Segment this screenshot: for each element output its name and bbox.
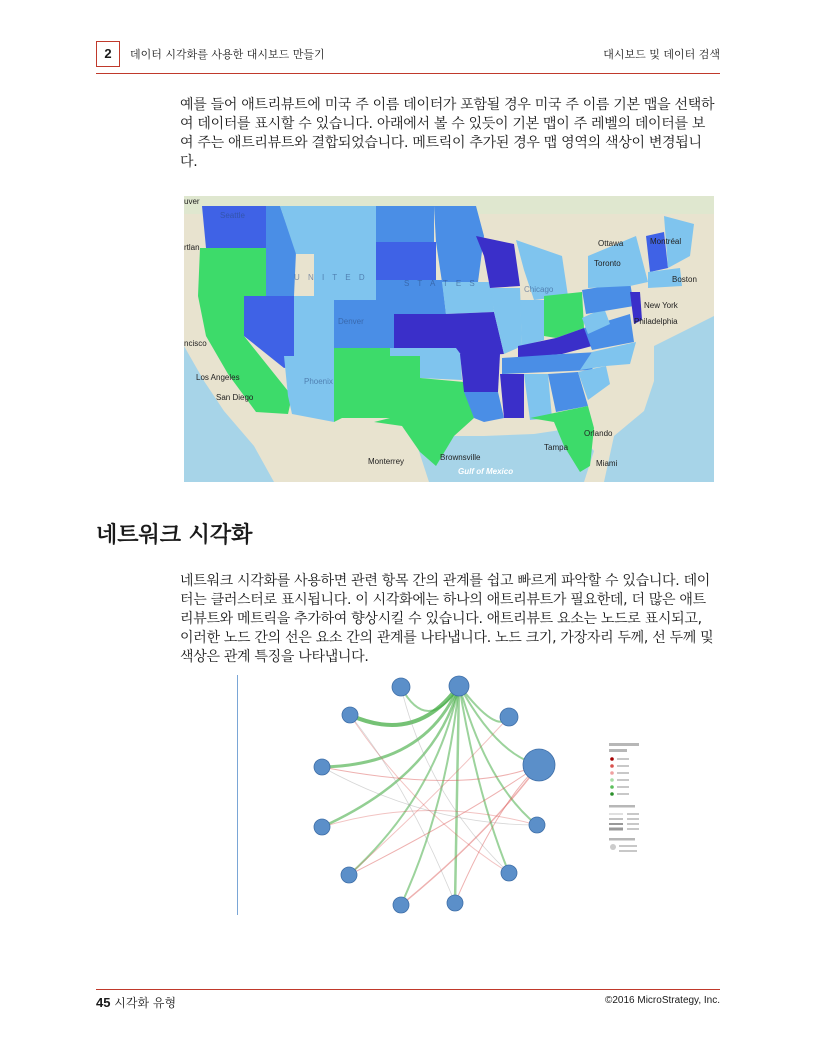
network-node (392, 678, 410, 696)
section-heading: 네트워크 시각화 (96, 523, 253, 548)
map-label-san-diego: San Diego (216, 393, 254, 402)
map-label-philadelphia: Philadelphia (634, 317, 678, 326)
network-node (529, 817, 545, 833)
network-node (314, 759, 330, 775)
map-label-monterrey: Monterrey (368, 457, 405, 466)
page-number: 45 (96, 995, 111, 1010)
map-country-label-2: S T A T E S (404, 279, 478, 288)
map-label-miami: Miami (596, 459, 618, 468)
network-node (523, 749, 555, 781)
map-label-new-york: New York (644, 301, 678, 310)
footer-copyright: ©2016 MicroStrategy, Inc. (604, 995, 720, 1006)
map-label-orlando: Orlando (584, 429, 613, 438)
us-states-map[interactable] (184, 196, 714, 482)
footer-left (96, 994, 176, 1011)
map-label-denver: Denver (338, 317, 364, 326)
map-label-boston: Boston (672, 275, 697, 284)
map-label-los-angeles: Los Angeles (196, 373, 240, 382)
network-node (314, 819, 330, 835)
network-node (447, 895, 463, 911)
network-node (341, 867, 357, 883)
map-label-ottawa: Ottawa (598, 239, 624, 248)
network-node (393, 897, 409, 913)
map-label-seattle: Seattle (220, 211, 245, 220)
chapter-number: 2 (96, 41, 120, 67)
page-header (96, 41, 720, 74)
map-label-brownsville: Brownsville (440, 453, 481, 462)
network-legend (609, 743, 639, 852)
section-title: 대시보드 및 데이터 검색 (603, 48, 720, 61)
network-paragraph: 네트워크 시각화를 사용하면 관련 항목 간의 관계를 쉽고 빠르게 파악할 수 있습니다. 데이터는 클러스터로 표시됩니다. 이 시각화에는 하나의 애트리뷰트가 필요한데, 더 많은 애트리뷰트와 메트릭을 추가하여 향상시킬 수 있습니다. 애트리뷰트 요소는 노드로 표시되고, 이러한 노드 간의 선은 요소 간의 관계를 나타냅니다. 노드 크기, 가장자리 두께, 선 두께 및 색상은 관계 특징을 나타냅니다. (180, 573, 714, 665)
map-label-gulf: Gulf of Mexico (458, 467, 514, 476)
chapter-title: 데이터 시각화를 사용한 대시보드 만들기 (130, 48, 325, 61)
map-label-tampa: Tampa (544, 443, 569, 452)
intro-paragraph: 예를 들어 애트리뷰트에 미국 주 이름 데이터가 포함될 경우 미국 주 이름 기본 맵을 선택하여 데이터를 표시할 수 있습니다. 아래에서 볼 수 있듯이 기본 맵이 주 레벨의 데이터를 보여 주는 애트리뷰트와 결합되었습니다. 메트릭이 추가된 경우 맵 영역의 색상이 변경됩니다. (180, 97, 715, 170)
map-label-toronto: Toronto (594, 259, 621, 268)
map-country-label-1: U N I T E D (294, 273, 368, 282)
network-node (449, 676, 469, 696)
network-visualization[interactable] (237, 675, 661, 915)
map-label-phoenix: Phoenix (304, 377, 333, 386)
network-node (501, 865, 517, 881)
map-label-chicago: Chicago (524, 285, 554, 294)
network-node (500, 708, 518, 726)
network-graphic (237, 675, 661, 915)
map-label-san-francisco: ncisco (184, 339, 207, 348)
network-node (342, 707, 358, 723)
map-graphic (184, 196, 714, 482)
footer-book-title: 시각화 유형 (114, 996, 177, 1010)
map-label-portland: rtlan (184, 243, 200, 252)
map-label-vancouver: uver (184, 197, 200, 206)
page-footer (96, 989, 720, 1010)
map-label-montreal: Montréal (650, 237, 682, 246)
